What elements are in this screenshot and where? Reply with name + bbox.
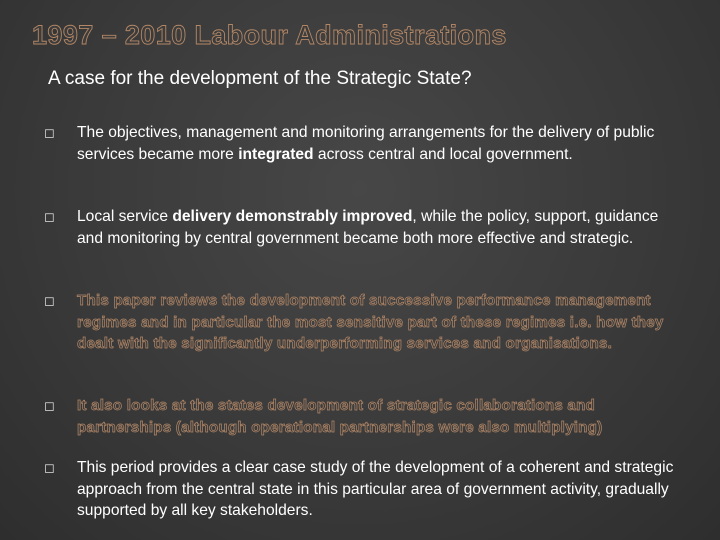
bullet-text: This paper reviews the development of successive performance management regimes and in particular the most sensitive part of these regimes i.e. how they dealt with the significantly underperforming services and organisations. (77, 292, 664, 352)
slide-title: 1997 – 2010 Labour Administrations (32, 20, 507, 50)
bullet-text-segment: Local service (77, 208, 173, 225)
bullet-text: It also looks at the states development of strategic collaborations and partnerships (although operational partnerships were also multiplying) (77, 397, 603, 436)
bullet-item (44, 122, 684, 165)
bullet-item (44, 206, 684, 249)
bullet-marker-icon: ◻ (44, 125, 55, 140)
bullet-item (44, 457, 684, 522)
bullet-item (44, 290, 684, 355)
slide-subtitle: A case for the development of the Strategic State? (48, 68, 472, 89)
bullet-marker-icon: ◻ (44, 293, 55, 308)
bullet-marker-icon: ◻ (44, 209, 55, 224)
bullet-text-segment: across central and local government. (313, 145, 573, 163)
bullet-text-segment: The objectives, management and monitoring arrangements for the delivery of public services became more (77, 124, 655, 163)
bullet-text (77, 122, 684, 165)
bullet-text-emphasis: delivery demonstrably improved (172, 208, 413, 225)
bullet-marker-icon: ◻ (44, 398, 55, 413)
bullet-marker-icon: ◻ (44, 460, 55, 475)
bullet-text (77, 206, 684, 249)
bullet-item (44, 395, 684, 438)
bullet-text-emphasis: integrated (238, 145, 314, 163)
bullet-text: This period provides a clear case study of the development of a coherent and strategic approach from the central state in this particular area of government activity, gradually supported by all key stakeholders. (77, 459, 674, 519)
bullet-text-segment: , while the policy, support, guidance and monitoring by central government became both more effective and strategic. (77, 208, 659, 247)
